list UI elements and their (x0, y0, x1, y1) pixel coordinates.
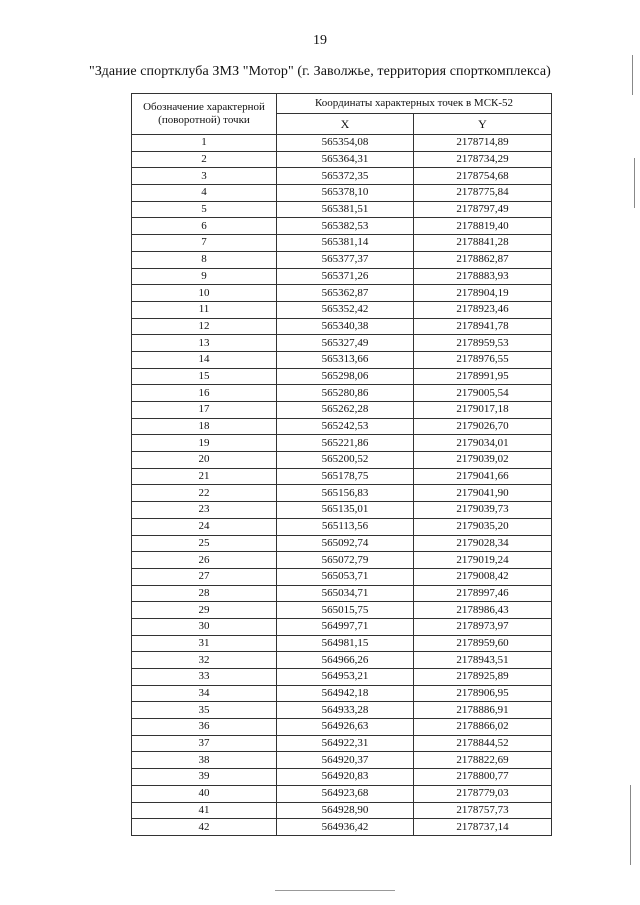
coord-y: 2178822,69 (414, 752, 552, 769)
margin-mark-top (632, 55, 633, 95)
coord-x: 564933,28 (277, 702, 414, 719)
coord-x: 565156,83 (277, 485, 414, 502)
coord-y: 2178866,02 (414, 719, 552, 736)
point-number: 34 (132, 685, 277, 702)
table-row (132, 585, 552, 602)
coord-y: 2179017,18 (414, 402, 552, 419)
coord-y: 2179026,70 (414, 418, 552, 435)
coord-y: 2179041,90 (414, 485, 552, 502)
point-number: 9 (132, 268, 277, 285)
coord-x: 565340,38 (277, 318, 414, 335)
point-number: 7 (132, 235, 277, 252)
point-number: 13 (132, 335, 277, 352)
table-row (132, 168, 552, 185)
coord-y: 2179041,66 (414, 468, 552, 485)
table-row (132, 351, 552, 368)
table-row (132, 418, 552, 435)
point-number: 31 (132, 635, 277, 652)
table-row (132, 452, 552, 469)
coord-x: 565378,10 (277, 185, 414, 202)
table-row (132, 318, 552, 335)
table-row (132, 435, 552, 452)
coord-y: 2178923,46 (414, 301, 552, 318)
table-row (132, 201, 552, 218)
point-number: 6 (132, 218, 277, 235)
table-row (132, 769, 552, 786)
point-number: 42 (132, 819, 277, 836)
coord-x: 565327,49 (277, 335, 414, 352)
point-number: 35 (132, 702, 277, 719)
point-number: 1 (132, 135, 277, 152)
table-row (132, 485, 552, 502)
point-number: 4 (132, 185, 277, 202)
coord-x: 565382,53 (277, 218, 414, 235)
point-number: 40 (132, 785, 277, 802)
coord-y: 2178754,68 (414, 168, 552, 185)
coord-x: 565015,75 (277, 602, 414, 619)
coord-x: 565221,86 (277, 435, 414, 452)
point-number: 30 (132, 618, 277, 635)
table-row (132, 652, 552, 669)
coord-x: 565200,52 (277, 452, 414, 469)
coord-x: 564920,83 (277, 769, 414, 786)
table-row (132, 635, 552, 652)
table-row (132, 535, 552, 552)
table-row (132, 218, 552, 235)
bottom-rule (275, 890, 395, 891)
coord-x: 565298,06 (277, 368, 414, 385)
coord-y: 2178862,87 (414, 251, 552, 268)
header-coordinates: Координаты характерных точек в МСК-52 (277, 94, 552, 114)
coord-x: 565280,86 (277, 385, 414, 402)
point-number: 38 (132, 752, 277, 769)
table-row (132, 802, 552, 819)
table-row (132, 185, 552, 202)
point-number: 16 (132, 385, 277, 402)
coord-y: 2178819,40 (414, 218, 552, 235)
header-designation: Обозначение характерной (поворотной) точки (132, 94, 277, 135)
margin-mark-bottom (630, 785, 631, 865)
coordinates-table (131, 93, 552, 836)
coord-x: 565372,35 (277, 168, 414, 185)
point-number: 32 (132, 652, 277, 669)
coord-y: 2179039,02 (414, 452, 552, 469)
coord-x: 565178,75 (277, 468, 414, 485)
coord-x: 565354,08 (277, 135, 414, 152)
point-number: 41 (132, 802, 277, 819)
coord-x: 564981,15 (277, 635, 414, 652)
table-row (132, 385, 552, 402)
header-y: Y (414, 114, 552, 135)
coord-y: 2178841,28 (414, 235, 552, 252)
coord-y: 2178775,84 (414, 185, 552, 202)
coord-x: 564923,68 (277, 785, 414, 802)
point-number: 21 (132, 468, 277, 485)
coord-x: 564928,90 (277, 802, 414, 819)
point-number: 29 (132, 602, 277, 619)
coord-x: 565381,14 (277, 235, 414, 252)
point-number: 8 (132, 251, 277, 268)
table-row (132, 752, 552, 769)
point-number: 36 (132, 719, 277, 736)
table-row (132, 335, 552, 352)
coord-y: 2178844,52 (414, 735, 552, 752)
table-row (132, 301, 552, 318)
table-row (132, 502, 552, 519)
point-number: 12 (132, 318, 277, 335)
point-number: 24 (132, 518, 277, 535)
coord-y: 2178904,19 (414, 285, 552, 302)
coord-y: 2179005,54 (414, 385, 552, 402)
coord-y: 2179028,34 (414, 535, 552, 552)
coord-x: 564997,71 (277, 618, 414, 635)
coord-y: 2178973,97 (414, 618, 552, 635)
point-number: 17 (132, 402, 277, 419)
coord-y: 2178757,73 (414, 802, 552, 819)
table-row (132, 819, 552, 836)
table-row (132, 135, 552, 152)
point-number: 5 (132, 201, 277, 218)
coord-x: 565135,01 (277, 502, 414, 519)
coord-y: 2178959,53 (414, 335, 552, 352)
table-row (132, 368, 552, 385)
point-number: 11 (132, 301, 277, 318)
document-title: "Здание спортклуба ЗМЗ "Мотор" (г. Заволжье, территория спорткомплекса) (89, 64, 551, 79)
point-number: 23 (132, 502, 277, 519)
table-row (132, 251, 552, 268)
table-row (132, 402, 552, 419)
coord-x: 565313,66 (277, 351, 414, 368)
table-row (132, 735, 552, 752)
coord-x: 565072,79 (277, 552, 414, 569)
table-row (132, 702, 552, 719)
coord-x: 565362,87 (277, 285, 414, 302)
coord-x: 564942,18 (277, 685, 414, 702)
table-row (132, 518, 552, 535)
coord-y: 2178797,49 (414, 201, 552, 218)
coord-y: 2178943,51 (414, 652, 552, 669)
table-row (132, 719, 552, 736)
table-row (132, 268, 552, 285)
coord-x: 564922,31 (277, 735, 414, 752)
point-number: 10 (132, 285, 277, 302)
coord-y: 2178925,89 (414, 669, 552, 686)
page-number: 19 (313, 33, 327, 48)
point-number: 20 (132, 452, 277, 469)
table-body (132, 135, 552, 836)
point-number: 2 (132, 151, 277, 168)
coord-y: 2178906,95 (414, 685, 552, 702)
point-number: 19 (132, 435, 277, 452)
coord-x: 565262,28 (277, 402, 414, 419)
coord-y: 2178941,78 (414, 318, 552, 335)
coord-x: 565092,74 (277, 535, 414, 552)
coord-x: 564926,63 (277, 719, 414, 736)
table-row (132, 468, 552, 485)
coord-x: 564936,42 (277, 819, 414, 836)
table-row (132, 685, 552, 702)
coord-y: 2178976,55 (414, 351, 552, 368)
point-number: 26 (132, 552, 277, 569)
coord-y: 2178886,91 (414, 702, 552, 719)
point-number: 28 (132, 585, 277, 602)
point-number: 22 (132, 485, 277, 502)
coord-y: 2179034,01 (414, 435, 552, 452)
coord-y: 2179039,73 (414, 502, 552, 519)
header-x: X (277, 114, 414, 135)
coord-y: 2178800,77 (414, 769, 552, 786)
coord-y: 2179019,24 (414, 552, 552, 569)
table-row (132, 602, 552, 619)
coord-y: 2178779,03 (414, 785, 552, 802)
coord-x: 565364,31 (277, 151, 414, 168)
coord-y: 2178986,43 (414, 602, 552, 619)
coord-y: 2178883,93 (414, 268, 552, 285)
table-row (132, 669, 552, 686)
coord-x: 565381,51 (277, 201, 414, 218)
coord-x: 564953,21 (277, 669, 414, 686)
table-row (132, 552, 552, 569)
point-number: 15 (132, 368, 277, 385)
coord-x: 564920,37 (277, 752, 414, 769)
coord-x: 565371,26 (277, 268, 414, 285)
coord-x: 565113,56 (277, 518, 414, 535)
point-number: 37 (132, 735, 277, 752)
table-row (132, 785, 552, 802)
coord-y: 2179035,20 (414, 518, 552, 535)
point-number: 3 (132, 168, 277, 185)
table-row (132, 151, 552, 168)
coord-y: 2178734,29 (414, 151, 552, 168)
coord-x: 564966,26 (277, 652, 414, 669)
coord-x: 565377,37 (277, 251, 414, 268)
table-row (132, 618, 552, 635)
point-number: 14 (132, 351, 277, 368)
table-row (132, 568, 552, 585)
coord-y: 2178991,95 (414, 368, 552, 385)
coord-y: 2179008,42 (414, 568, 552, 585)
coord-y: 2178959,60 (414, 635, 552, 652)
point-number: 27 (132, 568, 277, 585)
coord-y: 2178997,46 (414, 585, 552, 602)
point-number: 39 (132, 769, 277, 786)
coord-x: 565053,71 (277, 568, 414, 585)
coord-y: 2178737,14 (414, 819, 552, 836)
margin-mark-right (634, 158, 635, 208)
table-row (132, 235, 552, 252)
table-row (132, 285, 552, 302)
point-number: 33 (132, 669, 277, 686)
coord-x: 565034,71 (277, 585, 414, 602)
point-number: 25 (132, 535, 277, 552)
coord-x: 565352,42 (277, 301, 414, 318)
coord-x: 565242,53 (277, 418, 414, 435)
coord-y: 2178714,89 (414, 135, 552, 152)
point-number: 18 (132, 418, 277, 435)
